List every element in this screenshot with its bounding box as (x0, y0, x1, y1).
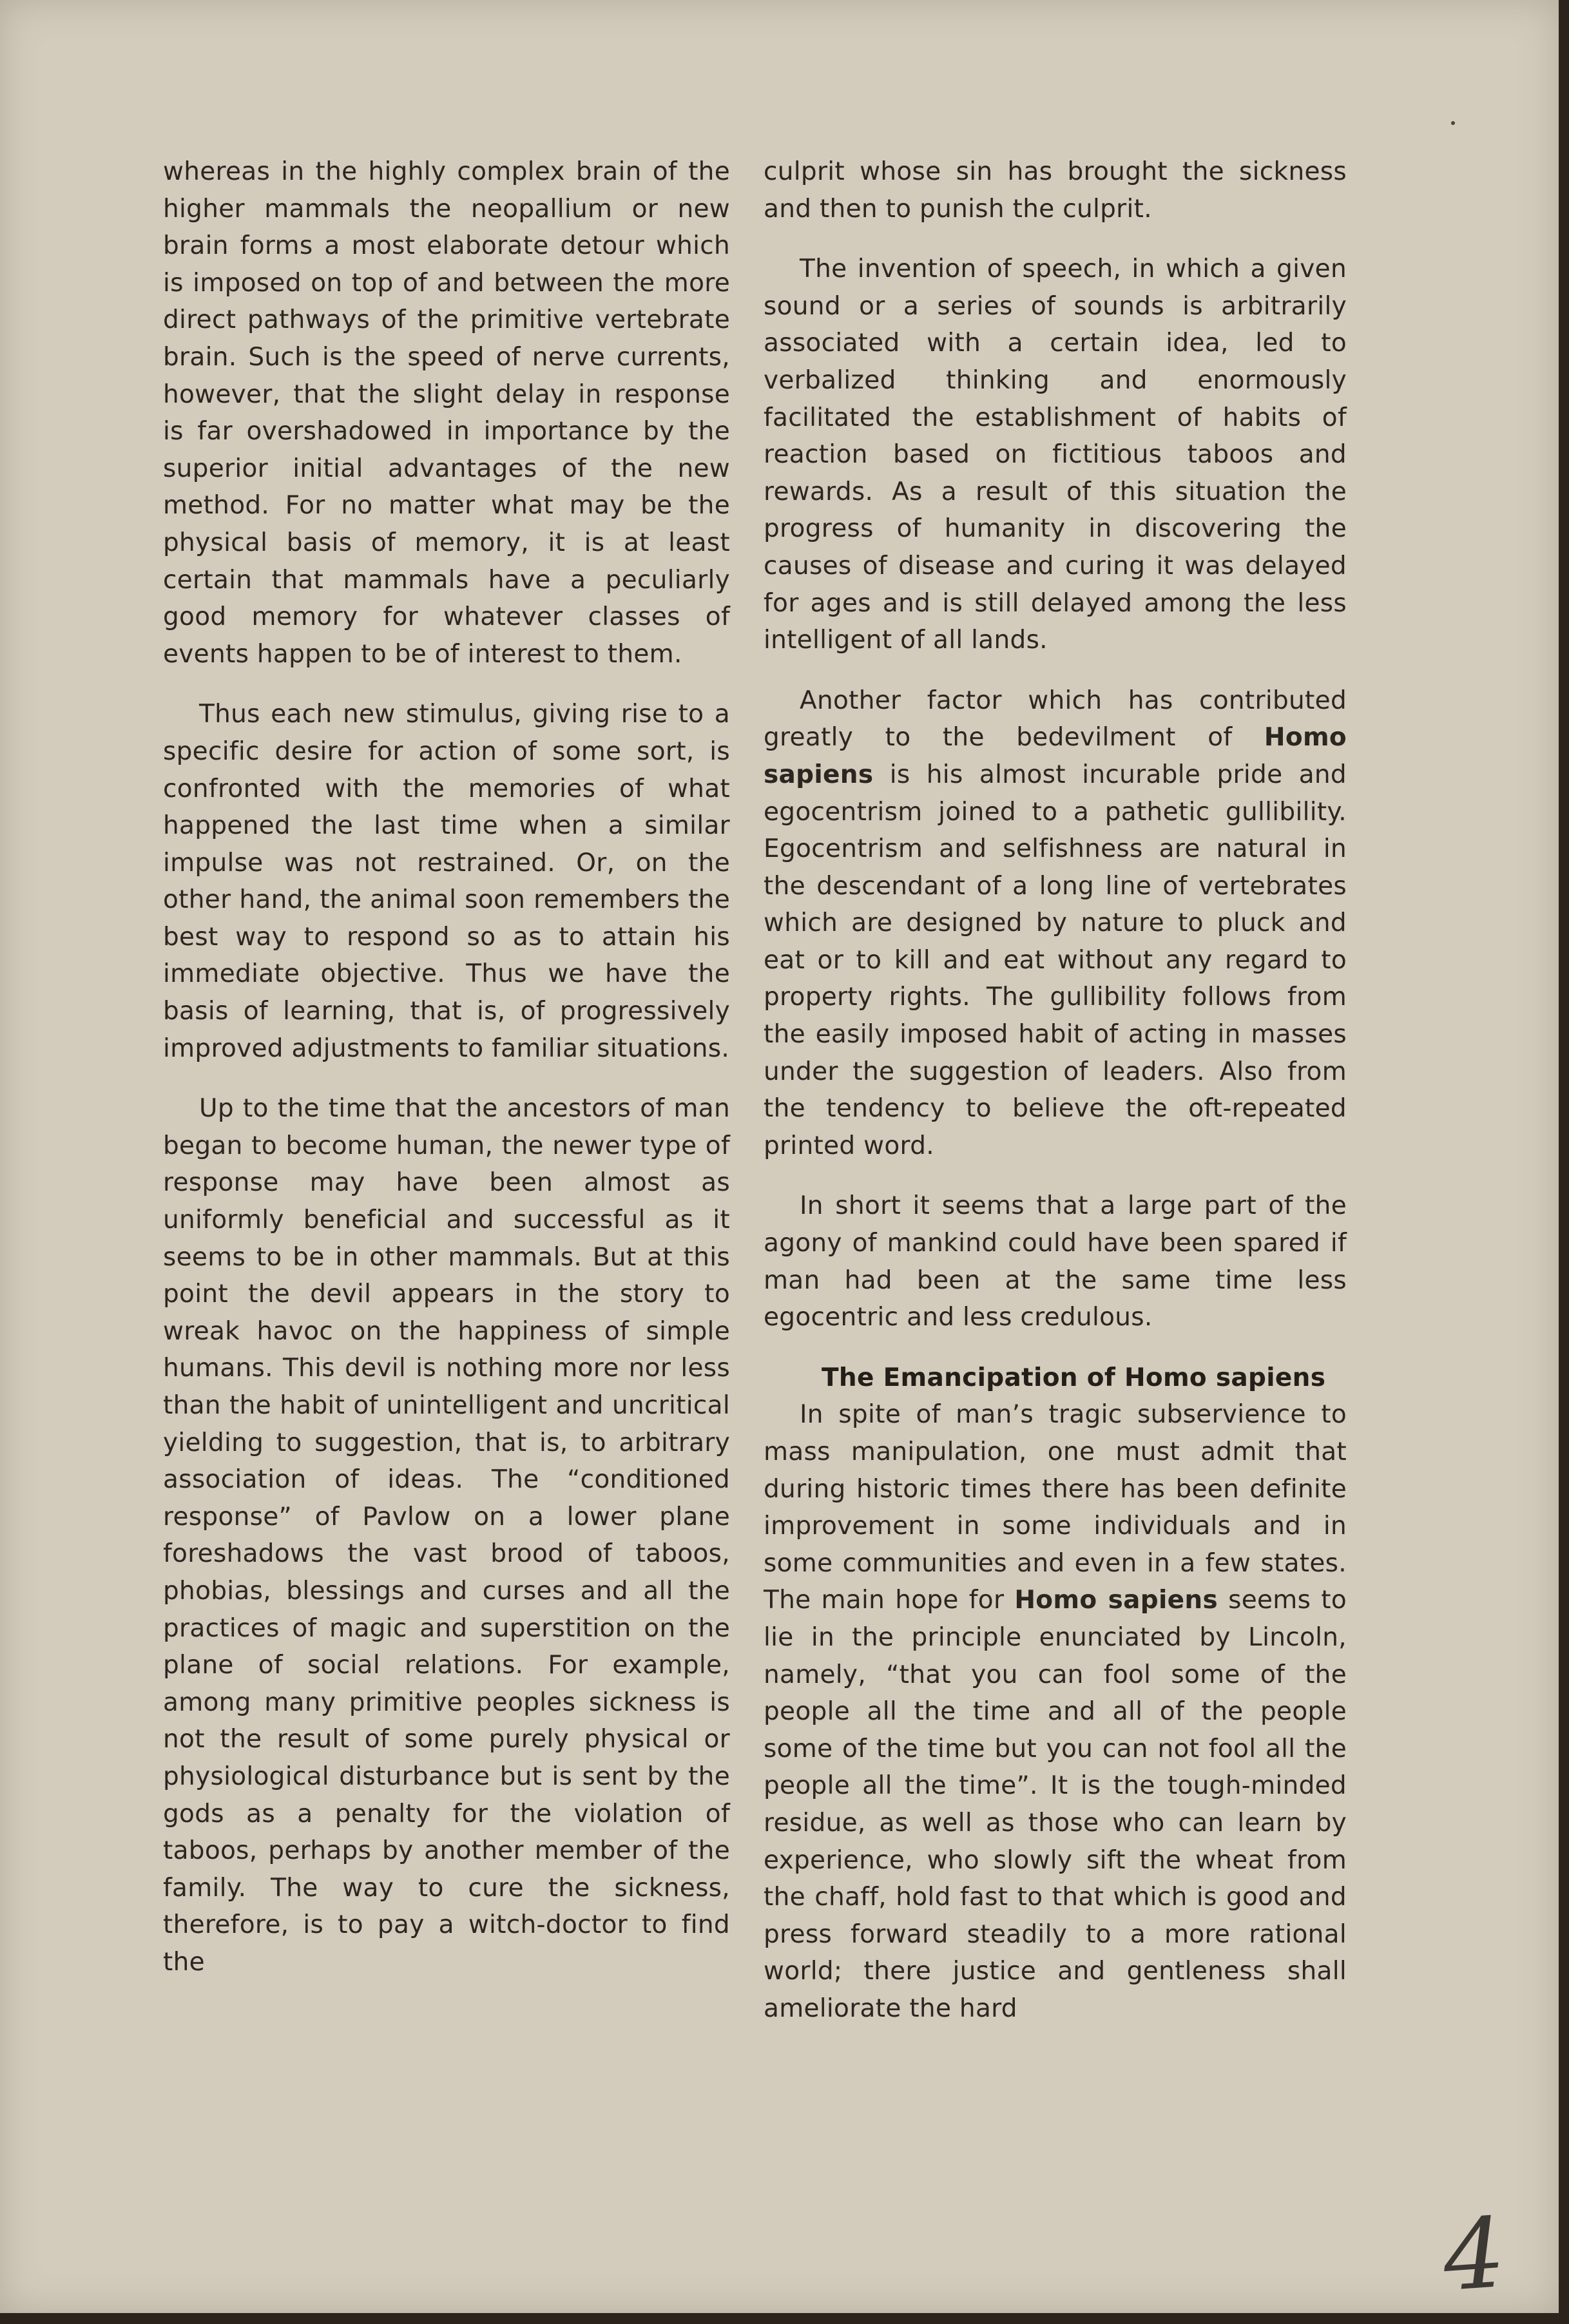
paragraph-text: is his almost incurable pride and egocentrism joined to a pathetic gullibility. Egocentrism and selfishness are natural in the descendant of a long line of vertebrates which are designed by nature to pluck and eat or to kill and eat without any regard to property rights. The gullibility follows from the easily imposed habit of acting in masses under the suggestion of leaders. Also from the tendency to believe the oft-repeated printed word. (764, 760, 1347, 1160)
right-column (764, 153, 1347, 2051)
page-edge-shadow (0, 2313, 1569, 2324)
handwritten-page-number: 4 (1439, 2196, 1509, 2314)
paragraph: Up to the time that the ancestors of man began to become human, the newer type of response may have been almost as uniformly beneficial and successful as it seems to be in other mammals. But at this point the devil appears in the story to wreak havoc on the happiness of simple humans. This devil is nothing more nor less than the habit of unintelligent and uncritical yielding to suggestion, that is, to arbitrary association of ideas. The “conditioned response” of Pavlow on a lower plane foreshadows the vast brood of taboos, phobias, blessings and curses and all the practices of magic and superstition on the plane of social relations. For example, among many primitive peoples sickness is not the result of some purely physical or physiological disturbance but is sent by the gods as a penalty for the violation of taboos, perhaps by another member of the family. The way to cure the sickness, therefore, is to pay a witch-doctor to find the (163, 1094, 730, 1977)
paragraph (764, 682, 1347, 1165)
paragraph: whereas in the highly complex brain of the higher mammals the neopallium or new brain forms a most elaborate detour which is imposed on top of and between the more direct pathways of the primitive vertebrate brain. Such is the speed of nerve currents, however, that the slight delay in response is far overshadowed in importance by the superior initial advantages of the new method. For no matter what may be the physical basis of memory, it is at least certain that mammals have a peculiarly good memory for whatever classes of events happen to be of interest to them. (163, 157, 730, 669)
paragraph-text: seems to lie in the principle enunciated by Lincoln, namely, “that you can fool some of the people all the time and all of the people some of the time but you can not fool all the people all the time”. It is the tough-minded residue, as well as those who can learn by experience, who slowly sift the wheat from the chaff, hold fast to that which is good and press forward steadily to a more rational world; there justice and gentleness shall ameliorate the hard (764, 1586, 1347, 2023)
paragraph: culprit whose sin has brought the sickness and then to punish the culprit. (764, 157, 1347, 224)
paper-speck (1451, 121, 1455, 125)
paragraph-text: In spite of man’s tragic subservience to mass manipulation, one must admit that during historic times there has been definite improvement in some individuals and in some communities and even in a few states. The main hope for (764, 1400, 1347, 1615)
bold-term: Homo sapiens (1014, 1586, 1218, 1615)
bold-term: Homo sapiens (764, 723, 1347, 789)
page-edge-shadow (1559, 0, 1569, 2324)
section-heading: The Emancipation of Homo sapiens (822, 1363, 1326, 1392)
paragraph: In short it seems that a large part of the agony of mankind could have been spared if man had been at the same time less egocentric and less credulous. (764, 1191, 1347, 1332)
paragraph: Thus each new stimulus, giving rise to a specific desire for action of some sort, is confronted with the memories of what happened the last time when a similar impulse was not restrained. Or, on the other hand, the animal soon remembers the best way to respond so as to attain his immediate objective. Thus we have the basis of learning, that is, of progressively improved adjustments to familiar situations. (163, 700, 730, 1063)
left-column (163, 153, 730, 2004)
paragraph: The invention of speech, in which a given sound or a series of sounds is arbitrarily associated with a certain idea, led to verbalized thinking and enormously facilitated the establishment of habits of reaction based on fictitious taboos and rewards. As a result of this situation the progress of humanity in discovering the causes of disease and curing it was delayed for ages and is still delayed among the less intelligent of all lands. (764, 254, 1347, 655)
paragraph-text: Another factor which has contributed greatly to the bedevilment of (764, 686, 1347, 753)
paragraph (764, 1396, 1347, 2027)
